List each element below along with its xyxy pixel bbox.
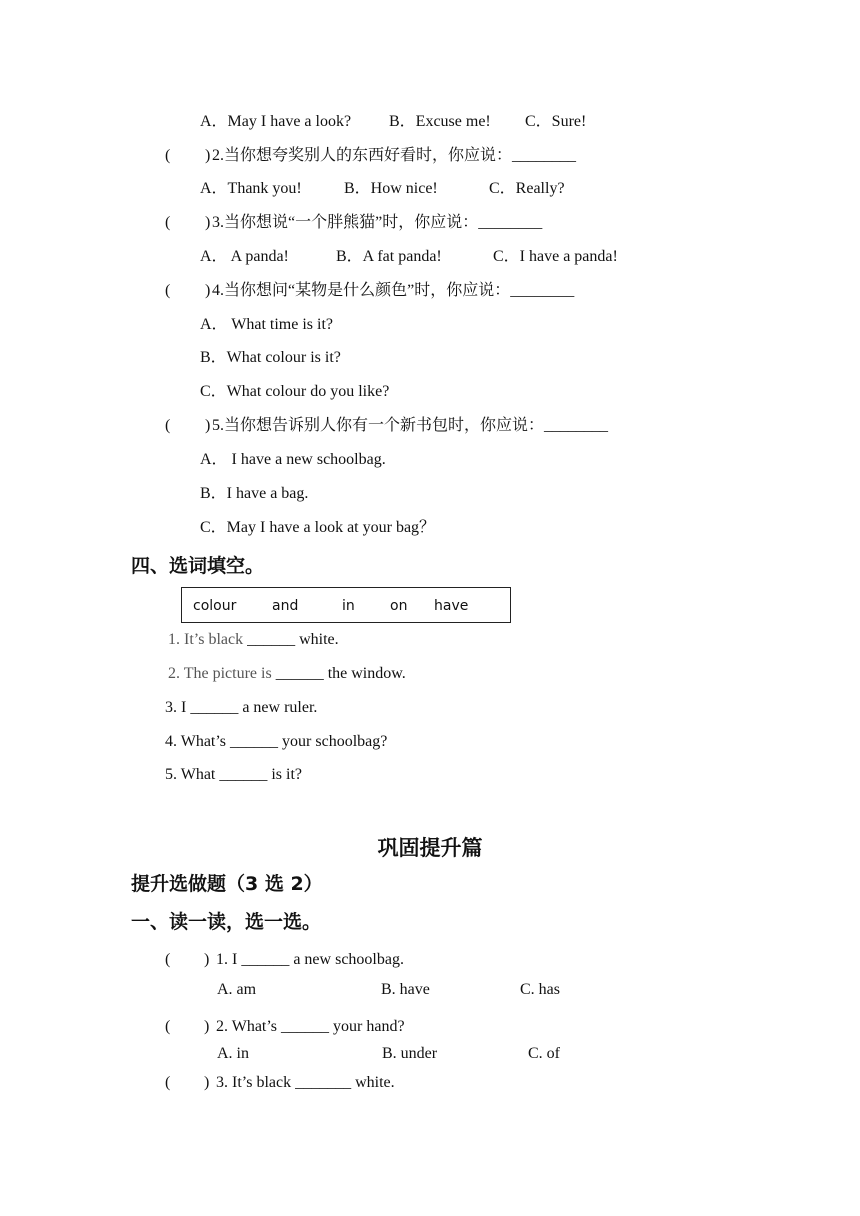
c-q1-option-c: C. has	[520, 981, 560, 998]
q2-option-c: C．Really?	[489, 180, 565, 197]
consolidation-title: 巩固提升篇	[377, 836, 483, 860]
q5-option-b: B．I have a bag.	[200, 485, 309, 502]
q4-option-c: C．What colour do you like?	[200, 383, 390, 400]
q3-open-paren: (	[165, 214, 171, 231]
q5-question: 5.当你想告诉别人你有一个新书包时，你应说：________	[212, 417, 609, 434]
fill-item-2	[168, 666, 406, 682]
c-q2-option-c: C. of	[528, 1045, 560, 1062]
fill-item-2-lead: 2. The picture is	[168, 665, 272, 682]
q1-option-c: C．Sure!	[525, 113, 587, 130]
c-q2-close-paren: )	[204, 1018, 210, 1035]
c-q2-option-a: A. in	[217, 1045, 249, 1062]
fill-item-3: 3. I ______ a new ruler.	[165, 699, 318, 716]
q3-question: 3.当你想说“一个胖熊猫”时，你应说：________	[212, 214, 543, 231]
c-q3-close-paren: )	[204, 1074, 210, 1091]
q1-option-b: B．Excuse me!	[389, 113, 491, 130]
q2-close-paren: )	[205, 147, 211, 164]
fill-item-1-rest: ______ white.	[243, 631, 339, 648]
q4-option-b: B．What colour is it?	[200, 349, 341, 366]
q4-open-paren: (	[165, 282, 171, 299]
c-q1-option-a: A. am	[217, 981, 257, 998]
q4-close-paren: )	[205, 282, 211, 299]
c-q2-option-b: B. under	[382, 1045, 438, 1062]
q3-option-b: B．A fat panda!	[336, 248, 442, 265]
word-bank-box	[181, 587, 511, 623]
q5-open-paren: (	[165, 417, 171, 434]
q5-option-a: A． I have a new schoolbag.	[200, 451, 386, 468]
q3-option-a: A． A panda!	[200, 248, 289, 265]
section-4-heading: 四、选词填空。	[131, 555, 265, 577]
c-q2-question: 2. What’s ______ your hand?	[216, 1018, 405, 1035]
c-q1-question: 1. I ______ a new schoolbag.	[216, 951, 404, 968]
c-q1-option-b: B. have	[381, 981, 430, 998]
q2-option-b: B．How nice!	[344, 180, 438, 197]
fill-item-1-lead: 1. It’s black	[168, 631, 244, 648]
q5-close-paren: )	[205, 417, 211, 434]
q3-option-c: C．I have a panda!	[493, 248, 618, 265]
c-q1-open-paren: (	[165, 951, 171, 968]
c-q1-close-paren: )	[204, 951, 210, 968]
q2-option-a: A．Thank you!	[200, 180, 302, 197]
fill-item-1	[168, 632, 339, 648]
q4-option-a: A． What time is it?	[200, 316, 334, 333]
q2-question: 2.当你想夸奖别人的东西好看时，你应说：________	[212, 147, 577, 164]
q5-option-c: C．May I have a look at your bag？	[200, 519, 436, 536]
optional-subtitle: 提升选做题（3 选 2）	[131, 873, 323, 895]
c-q3-question: 3. It’s black _______ white.	[216, 1074, 395, 1091]
q2-open-paren: (	[165, 147, 171, 164]
fill-item-4: 4. What’s ______ your schoolbag?	[165, 733, 388, 750]
c-q3-open-paren: (	[165, 1074, 171, 1091]
q3-close-paren: )	[205, 214, 211, 231]
fill-item-2-rest: ______ the window.	[271, 665, 406, 682]
word-bank-item: colour	[193, 598, 237, 614]
q4-question: 4.当你想问“某物是什么颜色”时，你应说：________	[212, 282, 575, 299]
c-q2-open-paren: (	[165, 1018, 171, 1035]
q1-option-a: A．May I have a look?	[200, 113, 352, 130]
word-bank-item: in	[342, 598, 355, 614]
word-bank-item: have	[434, 598, 469, 614]
fill-item-5: 5. What ______ is it?	[165, 766, 303, 783]
word-bank-item: on	[390, 598, 408, 614]
word-bank-item: and	[272, 598, 299, 614]
part-1-heading: 一、读一读，选一选。	[131, 911, 322, 933]
